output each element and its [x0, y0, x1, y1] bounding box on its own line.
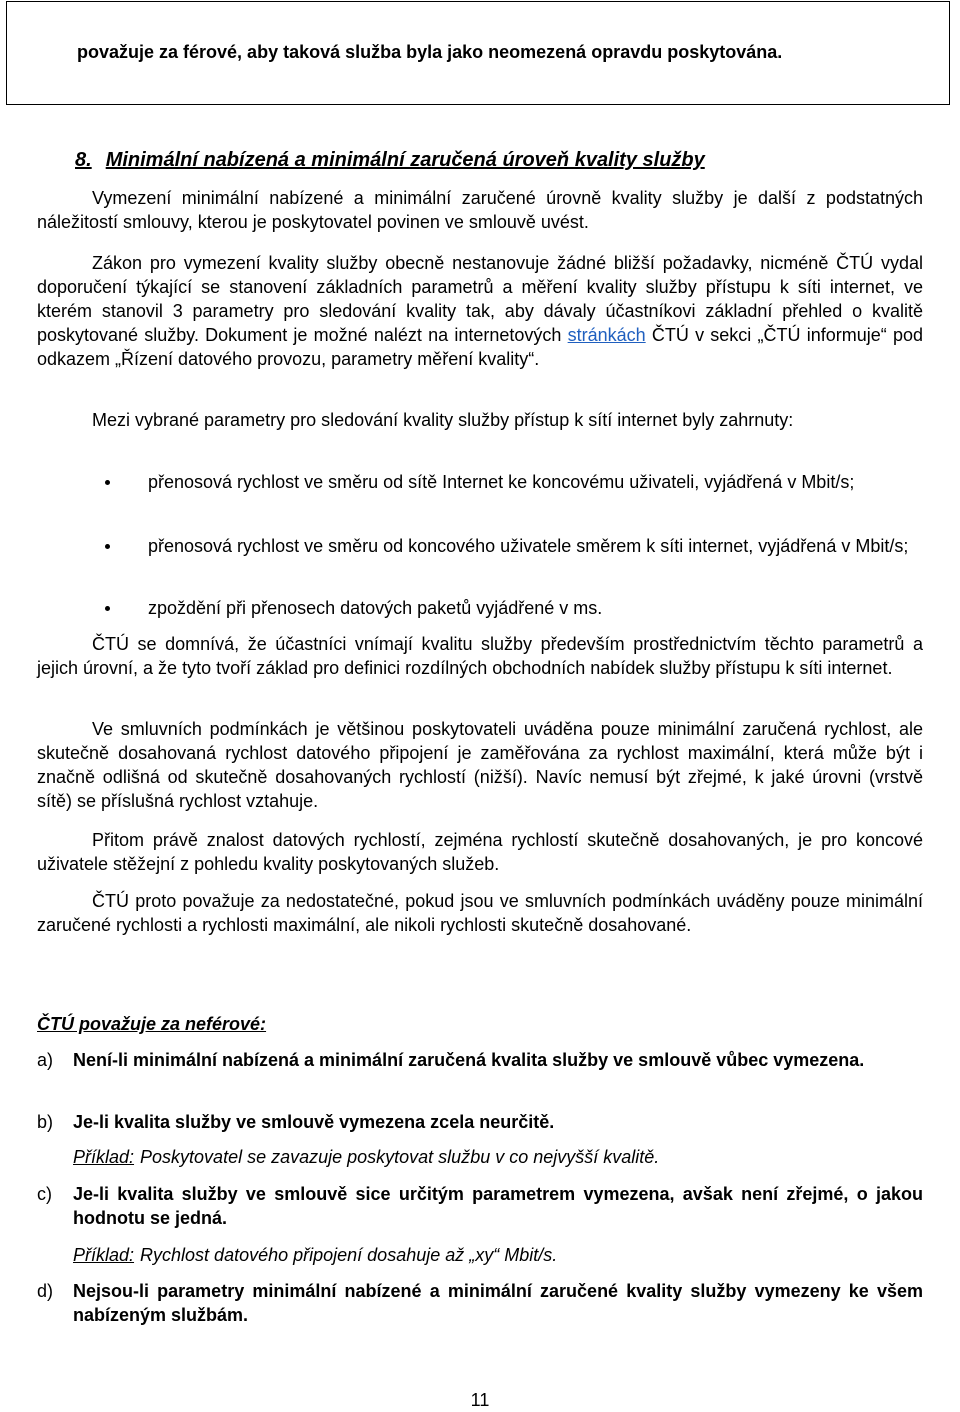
top-box [6, 1, 950, 105]
item-b-text: Je-li kvalita služby ve smlouvě vymezena zcela neurčitě. [73, 1112, 555, 1132]
item-d-label: d) [37, 1281, 54, 1301]
section-heading [75, 146, 705, 174]
bullet-marker [105, 606, 110, 611]
paragraph-7: ČTÚ proto považuje za nedostatečné, pokud jsou ve smluvních podmínkách uváděny pouze minimální zaručené rychlosti a rychlosti maximální, ale nikoli rychlosti skutečně dosahované. [37, 891, 923, 935]
paragraph-6: Přitom právě znalost datových rychlostí, zejména rychlostí skutečně dosahovaných, je pro koncové uživatele stěžejní z pohledu kvality poskytovaných služeb. [37, 830, 923, 874]
example-text: Poskytovatel se zavazuje poskytovat službu v co nejvyšší kvalitě. [140, 1147, 660, 1167]
example-label: Příklad: [73, 1147, 135, 1167]
page-number: 11 [470, 1390, 490, 1410]
item-b-label: b) [37, 1112, 54, 1132]
paragraph-2 [37, 251, 923, 371]
item-c-example [73, 1243, 557, 1267]
paragraph-2-text-b: ČTÚ v sekci „ČTÚ informuje“ pod odkazem „Řízení datového provozu, parametry měření kvality“. [37, 325, 923, 369]
item-c-label: c) [37, 1184, 52, 1204]
item-d-text: Nejsou-li parametry minimální nabízené a minimální zaručené kvality služby vymezeny ke všem nabízeným službám. [73, 1281, 923, 1325]
paragraph-4: ČTÚ se domnívá, že účastníci vnímají kvalitu služby především prostřednictvím těchto parametrů a jejich úrovní, a že tyto tvoří základ pro definici rozdílných obchodních nabídek služby přístupu k síti internet. [37, 634, 923, 678]
bullet-marker [105, 480, 110, 485]
item-c-text: Je-li kvalita služby ve smlouvě sice určitým parametrem vymezena, avšak není zřejmé, o jakou hodnotu se jedná. [73, 1184, 923, 1228]
example-text: Rychlost datového připojení dosahuje až „xy“ Mbit/s. [140, 1245, 558, 1265]
item-b-example [73, 1145, 659, 1169]
top-box-text: považuje za férové, aby taková služba byla jako neomezená opravdu poskytována. [77, 42, 783, 62]
section-number: 8. [75, 149, 92, 171]
bullet-marker [105, 544, 110, 549]
bullet-item-2: přenosová rychlost ve směru od koncového uživatele směrem k síti internet, vyjádřená v Mbit/s; [148, 536, 909, 556]
bullet-item-1: přenosová rychlost ve směru od sítě Internet ke koncovému uživateli, vyjádřená v Mbit/s; [148, 472, 855, 492]
bullet-item-3: zpoždění při přenosech datových paketů vyjádřené v ms. [148, 598, 603, 618]
unfair-title: ČTÚ považuje za neférové: [37, 1014, 267, 1034]
example-label: Příklad: [73, 1245, 135, 1265]
paragraph-3: Mezi vybrané parametry pro sledování kvality služby přístup k sítí internet byly zahrnuty: [92, 410, 794, 430]
link-stranky[interactable]: stránkách [567, 325, 646, 345]
item-a-label: a) [37, 1050, 54, 1070]
paragraph-1: Vymezení minimální nabízené a minimální zaručené úrovně kvality služby je další z podstatných náležitostí smlouvy, kterou je poskytovatel povinen ve smlouvě uvést. [37, 188, 923, 232]
paragraph-5: Ve smluvních podmínkách je většinou poskytovateli uváděna pouze minimální zaručená rychlost, ale skutečně dosahovaná rychlost datového připojení je zaměřována za rychlost maximální, která může být i značně odlišná od skutečně dosahovaných rychlostí (nižší). Navíc nemusí být zřejmé, k jaké úrovni (vrstvě sítě) se příslušná rychlost vztahuje. [37, 719, 923, 811]
item-a-text: Není-li minimální nabízená a minimální zaručená kvalita služby ve smlouvě vůbec vymezena. [73, 1050, 865, 1070]
paragraph-2-text-a: Zákon pro vymezení kvality služby obecně nestanovuje žádné bližší požadavky, nicméně ČTÚ vydal doporučení týkající se stanovení základních parametrů a měření kvality služby přístupu k síti internet, ve kterém stanovil 3 parametry pro sledování kvality tak, aby dávaly účastníkovi základní přehled o kvalitě poskytované služby. Dokument je možné nalézt na internetových [37, 253, 923, 345]
section-title: Minimální nabízená a minimální zaručená úroveň kvality služby [105, 149, 705, 171]
